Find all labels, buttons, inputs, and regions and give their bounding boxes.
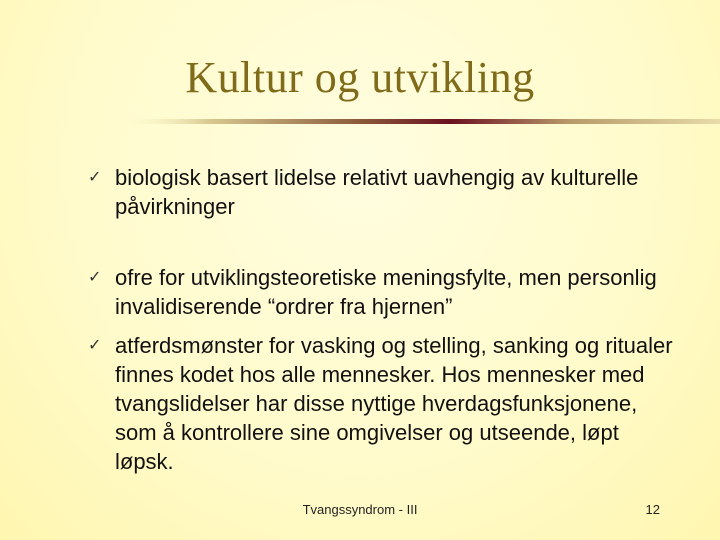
page-number: 12 bbox=[645, 502, 660, 517]
bullet-text: ofre for utviklingsteoretiske meningsfylte, men personlig invalidiserende “ordrer fra hjernen” bbox=[115, 265, 657, 319]
footer-text: Tvangssyndrom - III bbox=[302, 502, 418, 517]
title-divider bbox=[120, 118, 720, 125]
bullet-text: atferdsmønster for vasking og stelling, sanking og ritualer finnes kodet hos alle mennesker. Hos mennesker med tvangslidelser har disse nyttige hverdagsfunksjonene, som å kontrollere sine omgivelser og utseende, løpt løpsk. bbox=[115, 333, 673, 474]
checkmark-icon: ✓ bbox=[88, 267, 102, 286]
slide-title: Kultur og utvikling bbox=[185, 53, 535, 102]
checkmark-icon: ✓ bbox=[88, 335, 102, 354]
bullet-text: biologisk basert lidelse relativt uavhengig av kulturelle påvirkninger bbox=[115, 165, 639, 219]
checkmark-icon: ✓ bbox=[88, 167, 102, 186]
